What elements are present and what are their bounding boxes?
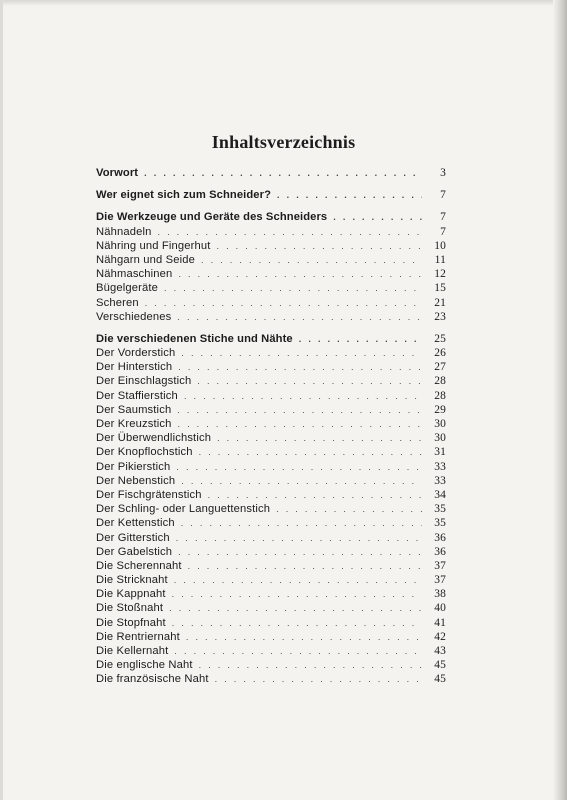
toc-entry bbox=[96, 267, 446, 281]
toc-entry-page-number: 30 bbox=[434, 432, 446, 445]
dot-leader bbox=[277, 188, 422, 202]
toc-entry-label: Die Kellernaht bbox=[96, 645, 169, 657]
toc-entry bbox=[96, 474, 446, 488]
toc-entry-page-number: 25 bbox=[434, 332, 446, 345]
dot-leader bbox=[177, 403, 422, 417]
toc-entry bbox=[96, 389, 446, 403]
dot-leader bbox=[145, 296, 422, 310]
toc-entry bbox=[96, 281, 446, 295]
toc-entry-page-number: 23 bbox=[434, 310, 446, 323]
toc-entry bbox=[96, 502, 446, 516]
toc-entry-label: Der Gitterstich bbox=[96, 531, 170, 544]
scan-edge-top bbox=[0, 0, 567, 6]
toc-entry bbox=[96, 630, 446, 644]
toc-entry bbox=[96, 672, 446, 686]
toc-entry-page-number: 36 bbox=[434, 545, 446, 558]
toc-entry bbox=[96, 516, 446, 530]
dot-leader bbox=[216, 239, 422, 253]
toc-entry-page-number: 3 bbox=[440, 167, 446, 179]
toc-entry-page-number: 43 bbox=[434, 645, 446, 657]
scan-edge-left bbox=[0, 0, 3, 800]
toc-entry-label: Der Staffierstich bbox=[96, 389, 178, 402]
dot-leader bbox=[276, 502, 422, 516]
toc-entry bbox=[96, 166, 446, 180]
toc-entry-page-number: 35 bbox=[434, 503, 446, 516]
toc-entry-label: Die Scherennaht bbox=[96, 559, 182, 572]
toc-entry-page-number: 27 bbox=[434, 361, 446, 374]
toc-entry bbox=[96, 374, 446, 388]
toc-entry-label: Nähgarn und Seide bbox=[96, 253, 195, 266]
toc-entry-label: Der Gabelstich bbox=[96, 545, 173, 558]
toc-entry-page-number: 15 bbox=[434, 282, 446, 295]
dot-leader bbox=[176, 531, 422, 545]
toc-entry-label: Der Schling- oder Languettenstich bbox=[96, 503, 271, 516]
toc-entry-label: Verschiedenes bbox=[96, 310, 172, 323]
toc-entry-label: Die Stoßnaht bbox=[96, 602, 164, 615]
toc-entry-label: Der Einschlagstich bbox=[96, 375, 192, 388]
dot-leader bbox=[333, 210, 422, 224]
toc-entry-page-number: 45 bbox=[434, 659, 446, 672]
page-title: Inhaltsverzeichnis bbox=[211, 132, 356, 152]
toc-entry-page-number: 37 bbox=[434, 559, 446, 572]
toc-entry-page-number: 7 bbox=[440, 225, 446, 238]
toc-entry-page-number: 12 bbox=[434, 268, 446, 281]
toc-entry-label: Nähmaschinen bbox=[96, 268, 173, 281]
dot-leader bbox=[177, 310, 422, 324]
toc-entry-label: Der Hinterstich bbox=[96, 361, 173, 374]
toc-entry-page-number: 26 bbox=[434, 347, 446, 360]
toc-entry bbox=[96, 573, 446, 587]
dot-leader bbox=[178, 360, 422, 374]
dot-leader bbox=[176, 460, 422, 474]
dot-leader bbox=[181, 346, 422, 360]
toc-entry bbox=[96, 616, 446, 630]
toc-entry-label: Die Kappnaht bbox=[96, 588, 166, 601]
dot-leader bbox=[174, 644, 422, 658]
toc-entry-page-number: 11 bbox=[434, 253, 446, 266]
toc-entry-label: Der Kreuzstich bbox=[96, 418, 172, 430]
toc-entry bbox=[96, 417, 446, 431]
toc-entry bbox=[96, 188, 446, 202]
dot-leader bbox=[217, 431, 422, 445]
dot-leader bbox=[199, 658, 422, 672]
toc-entry bbox=[96, 445, 446, 459]
toc-entry-page-number: 30 bbox=[434, 418, 446, 430]
toc-entry-label: Vorwort bbox=[96, 167, 139, 179]
toc-entry bbox=[96, 310, 446, 324]
toc-entry bbox=[96, 403, 446, 417]
dot-leader bbox=[177, 417, 422, 431]
toc-entry-label: Die Rentriernaht bbox=[96, 630, 180, 643]
toc-entry-label: Die verschiedenen Stiche und Nähte bbox=[96, 332, 293, 345]
dot-leader bbox=[181, 474, 422, 488]
toc-entry bbox=[96, 488, 446, 502]
dot-leader bbox=[178, 545, 422, 559]
toc-entry-page-number: 35 bbox=[434, 517, 446, 530]
toc-entry bbox=[96, 545, 446, 559]
toc-entry bbox=[96, 460, 446, 474]
toc-entry-label: Der Kettenstich bbox=[96, 517, 175, 530]
toc-entry-label: Die Werkzeuge und Geräte des Schneiders bbox=[96, 211, 328, 224]
toc-entry bbox=[96, 360, 446, 374]
toc-entry-label: Der Überwendlichstich bbox=[96, 432, 212, 445]
toc-entry bbox=[96, 253, 446, 267]
toc-entry-page-number: 29 bbox=[434, 403, 446, 416]
dot-leader bbox=[199, 445, 422, 459]
toc-entry-page-number: 28 bbox=[434, 389, 446, 402]
scan-edge-right bbox=[553, 0, 567, 800]
toc-entry-label: Der Vorderstich bbox=[96, 347, 176, 360]
toc-entry-label: Der Pikierstich bbox=[96, 460, 171, 473]
toc-entry-label: Die Stricknaht bbox=[96, 574, 168, 587]
toc-entry bbox=[96, 587, 446, 601]
dot-leader bbox=[197, 374, 422, 388]
toc-entry bbox=[96, 210, 446, 224]
toc-entry bbox=[96, 431, 446, 445]
toc-entry bbox=[96, 296, 446, 310]
toc-entry-page-number: 45 bbox=[434, 673, 446, 686]
dot-leader bbox=[184, 389, 422, 403]
dot-leader bbox=[172, 587, 422, 601]
toc-entry-page-number: 7 bbox=[440, 189, 446, 202]
toc-entry-label: Die englische Naht bbox=[96, 659, 193, 672]
dot-leader bbox=[215, 672, 422, 686]
dot-leader bbox=[169, 601, 422, 615]
toc-entry-label: Scheren bbox=[96, 296, 139, 309]
toc-entry bbox=[96, 531, 446, 545]
toc-entry bbox=[96, 644, 446, 658]
toc-entry-label: Die französische Naht bbox=[96, 673, 209, 686]
toc-entry-label: Der Nebenstich bbox=[96, 474, 176, 487]
dot-leader bbox=[188, 559, 422, 573]
toc-entry bbox=[96, 332, 446, 346]
dot-leader bbox=[157, 225, 422, 239]
toc-entry-page-number: 28 bbox=[434, 375, 446, 388]
toc-entry-page-number: 33 bbox=[434, 474, 446, 487]
toc-entry bbox=[96, 239, 446, 253]
toc-entry-page-number: 31 bbox=[434, 446, 446, 459]
toc-entry-page-number: 7 bbox=[440, 211, 446, 224]
table-of-contents bbox=[96, 166, 446, 687]
dot-leader bbox=[186, 630, 422, 644]
toc-entry-page-number: 36 bbox=[434, 531, 446, 544]
toc-entry-page-number: 34 bbox=[434, 488, 446, 501]
toc-entry-page-number: 38 bbox=[434, 588, 446, 601]
dot-leader bbox=[174, 573, 422, 587]
toc-entry-label: Wer eignet sich zum Schneider? bbox=[96, 189, 271, 202]
toc-entry-page-number: 42 bbox=[434, 630, 446, 643]
toc-entry-page-number: 10 bbox=[434, 239, 446, 252]
toc-entry-label: Nähring und Fingerhut bbox=[96, 239, 211, 252]
toc-entry-page-number: 37 bbox=[434, 574, 446, 587]
toc-entry-page-number: 21 bbox=[434, 296, 446, 309]
toc-entry-page-number: 40 bbox=[434, 602, 446, 615]
dot-leader bbox=[164, 281, 422, 295]
dot-leader bbox=[208, 488, 422, 502]
dot-leader bbox=[172, 616, 422, 630]
toc-entry bbox=[96, 559, 446, 573]
toc-entry-label: Bügelgeräte bbox=[96, 282, 158, 295]
toc-entry-label: Der Saumstich bbox=[96, 403, 172, 416]
dot-leader bbox=[144, 166, 422, 180]
toc-entry bbox=[96, 658, 446, 672]
dot-leader bbox=[178, 267, 422, 281]
toc-entry bbox=[96, 601, 446, 615]
toc-entry-label: Die Stopfnaht bbox=[96, 616, 166, 629]
toc-entry bbox=[96, 346, 446, 360]
toc-entry-label: Der Fischgrätenstich bbox=[96, 488, 202, 501]
toc-entry-label: Der Knopflochstich bbox=[96, 446, 193, 459]
dot-leader bbox=[181, 516, 422, 530]
dot-leader bbox=[201, 253, 422, 267]
toc-entry-page-number: 41 bbox=[434, 616, 446, 629]
toc-entry-label: Nähnadeln bbox=[96, 225, 152, 238]
toc-entry-page-number: 33 bbox=[434, 460, 446, 473]
dot-leader bbox=[299, 332, 422, 346]
toc-entry bbox=[96, 225, 446, 239]
